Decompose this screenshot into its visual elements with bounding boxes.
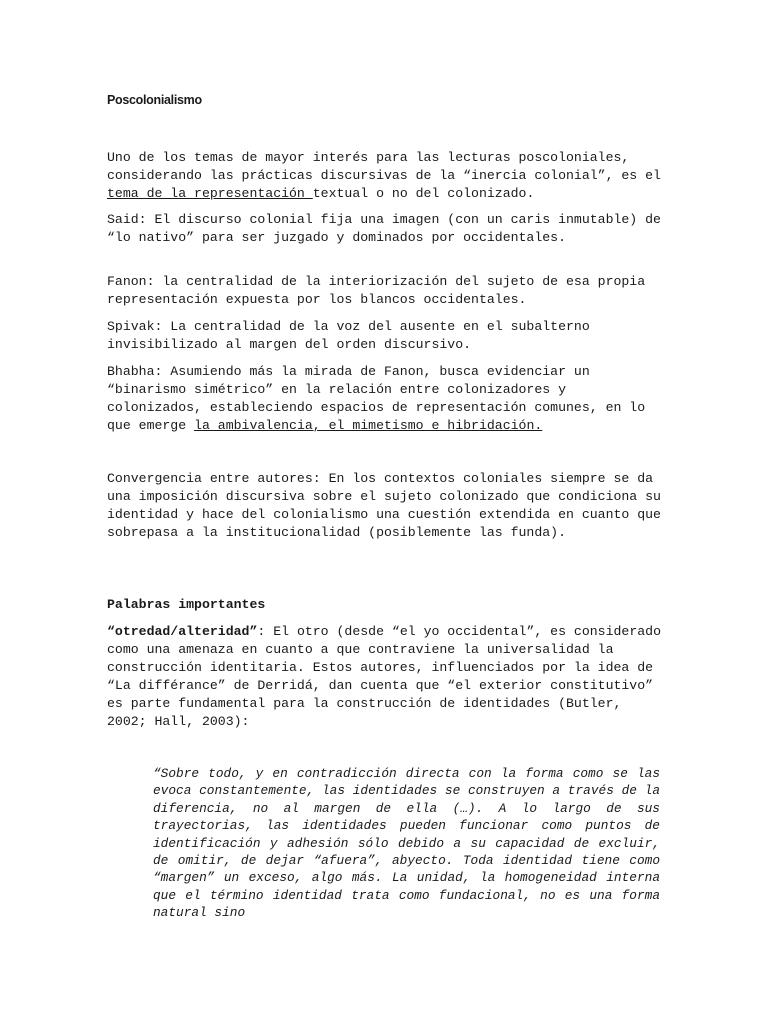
otredad-paragraph bbox=[107, 623, 667, 731]
bhabha-text: Bhabha: Asumiendo más la mirada de Fanon, busca evidenciar un “binarismo simétrico” en la relación entre colonizadores y colonizados, estableciendo espacios de representación comunes, en lo que emerge bbox=[107, 364, 646, 433]
otredad-text: : El otro (desde “el yo occidental”, es considerado como una amenaza en cuanto a que contraviene la universalidad la construcción identitaria. Estos autores, influenciados por la idea de “La différance” de Derridá, dan cuenta que “el exterior constitutivo” es parte fundamental para la construcción de identidades (Butler, 2002; Hall, 2003): bbox=[107, 624, 661, 729]
convergencia-paragraph: Convergencia entre autores: En los contextos coloniales siempre se da una imposición discursiva sobre el sujeto colonizado que condiciona su identidad y hace del colonialismo una cuestión extendida en cuanto que sobrepasa a la institucionalidad (posiblemente las funda). bbox=[107, 471, 661, 540]
intro-text-start: Uno de los temas de mayor interés para las lecturas poscoloniales, considerando las prácticas discursivas de la “inercia colonial”, es el bbox=[107, 150, 661, 183]
intro-text-end: textual o no del colonizado. bbox=[312, 186, 535, 201]
otredad-term: “otredad/alteridad” bbox=[107, 624, 258, 639]
intro-underlined-phrase: tema de la representación bbox=[107, 186, 313, 201]
spivak-paragraph: Spivak: La centralidad de la voz del ausente en el subalterno invisibilizado al margen del orden discursivo. bbox=[107, 319, 590, 352]
palabras-heading: Palabras importantes bbox=[107, 597, 266, 612]
fanon-paragraph: Fanon: la centralidad de la interiorización del sujeto de esa propia representación expuesta por los blancos occidentales. bbox=[107, 274, 646, 307]
said-paragraph: Said: El discurso colonial fija una imagen (con un caris inmutable) de “lo nativo” para ser juzgado y dominados por occidentales. bbox=[107, 212, 661, 245]
bhabha-paragraph bbox=[107, 363, 667, 435]
intro-paragraph bbox=[107, 149, 667, 203]
page-title: Poscolonialismo bbox=[107, 93, 202, 107]
bhabha-underlined-phrase: la ambivalencia, el mimetismo e hibridación. bbox=[194, 418, 543, 433]
block-quote: “Sobre todo, y en contradicción directa con la forma como se las evoca constantemente, las identidades se construyen a través de la diferencia, no al margen de ella (…). A lo largo de sus trayectorias, las identidades pueden funcionar como puntos de identificación y adhesión sólo debido a su capacidad de excluir, de omitir, de dejar “afuera”, abyecto. Toda identidad tiene como “margen” un exceso, algo más. La unidad, la homogeneidad interna que el término identidad trata como fundacional, no es una forma natural sino bbox=[153, 766, 660, 921]
